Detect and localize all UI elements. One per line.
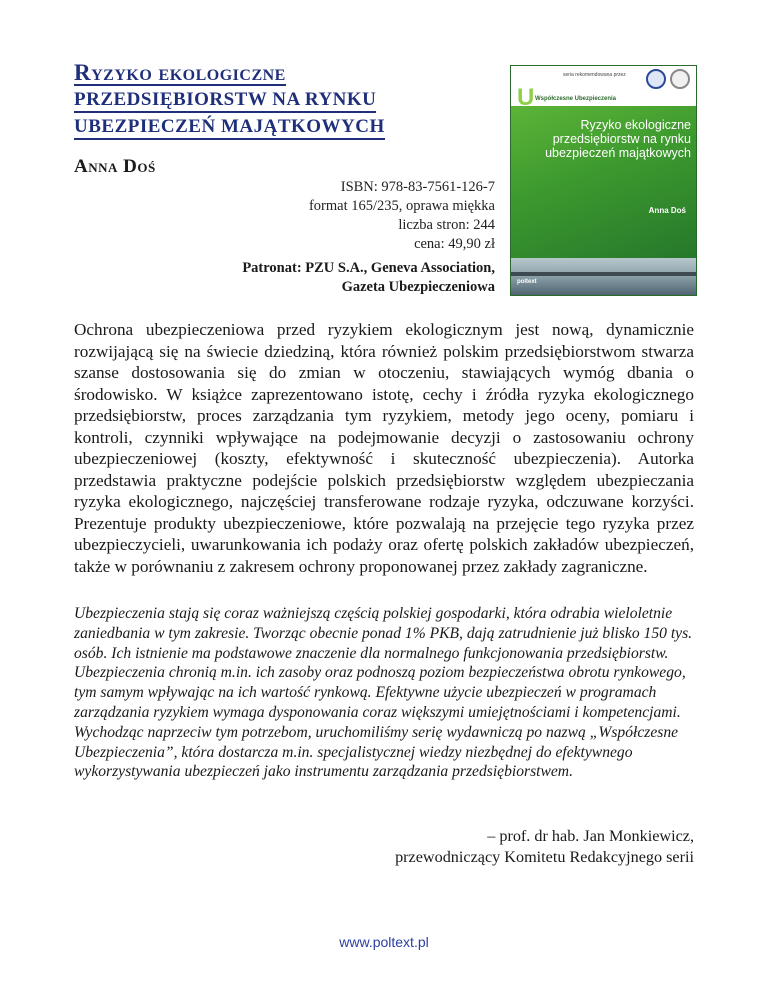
series-seal-icon	[646, 69, 666, 89]
quote-signature	[395, 826, 694, 867]
cover-header	[511, 66, 696, 94]
price: cena: 49,90 zł	[414, 236, 495, 252]
publisher-website-link[interactable]: www.poltext.pl	[339, 934, 429, 950]
book-cover-image	[511, 66, 696, 295]
author-name: Anna Doś	[74, 156, 156, 177]
cover-author: Anna Doś	[648, 206, 686, 215]
signature-role: przewodniczący Komitetu Redakcyjnego serii	[395, 847, 694, 866]
association-seal-icon	[670, 69, 690, 89]
page-count: liczba stron: 244	[398, 217, 495, 233]
book-metadata	[309, 178, 495, 254]
book-title	[74, 62, 494, 143]
patronage	[242, 259, 495, 297]
format: format 165/235, oprawa miękka	[308, 198, 495, 214]
series-logo-icon: U	[517, 84, 535, 111]
patron-line-2: Gazeta Ubezpieczeniowa	[341, 279, 495, 295]
series-quote: Ubezpieczenia stają się coraz ważniejszą częścią polskiej gospodarki, która odrabia wieloletnie zaniedbania w tym zakresie. Tworząc obecnie ponad 1% PKB, dają zatrudnienie już blisko 150 tys. osób. Ich istnienie ma podstawowe znaczenie dla normalnego funkcjonowania przedsiębiorstw. Ubezpieczenia chronią m.in. ich zasoby oraz podnoszą poziom bezpieczeństwa obrotu rynkowego, tym samym wpływając na ich wartość rynkową. Efektywne użycie ubezpieczeń w programach zarządzania ryzykiem wymaga dysponowania coraz większymi umiejętnościami i kompetencjami. Wychodząc naprzeciw tym potrzebom, uruchomiliśmy serię wydawniczą po nazwą „Współczesne Ubezpieczenia”, która dostarcza m.in. specjalistycznej wiedzy niezbędnej do efektywnego wykorzystywania ubezpieczeń jako instrumentu zarządzania przedsiębiorstwem.	[74, 605, 693, 781]
cover-pier-shape	[511, 272, 696, 276]
cover-publisher-logo: poltext	[517, 279, 537, 285]
title-line-2: PRZEDSIĘBIORSTW NA RYNKU	[74, 89, 376, 113]
title-line-1: Ryzyko ekologiczne	[74, 60, 286, 85]
book-description: Ochrona ubezpieczeniowa przed ryzykiem ekologicznym jest nową, dynamicznie rozwijającą się na świecie dziedziną, która również polskim przedsiębiorstwom stwarza szanse dostosowania się do zmian w otoczeniu, stawiających wymóg dbania o środowisko. W książce zaprezentowano istotę, cechy i źródła ryzyka ekologicznego przedsiębiorstw, proces zarządzania tym ryzykiem, metody jego oceny, pomiaru i kontroli, czynniki wpływające na podejmowanie decyzji o zastosowaniu ochrony ubezpieczeniowej (koszty, efektywność i skuteczność ubezpieczenia). Autorka przedstawia praktyczne podejście polskich przedsiębiorstw względem ubezpieczania ryzyka ekologicznego, najczęściej transferowane rodzaje ryzyka, odczuwane korzyści. Prezentuje produkty ubezpieczeniowe, które pozwalają na przejęcie tego ryzyka przez ubezpieczycieli, uwarunkowania ich podaży oraz ofertę polskich zakładów ubezpieczeń, także w porównaniu z zakresem ochrony proponowanej przez zakłady zagraniczne.	[74, 320, 694, 576]
title-line-3: UBEZPIECZEŃ MAJĄTKOWYCH	[74, 116, 385, 140]
signature-name: – prof. dr hab. Jan Monkiewicz,	[487, 827, 694, 845]
cover-photo	[511, 258, 696, 295]
cover-series-name: Współczesne Ubezpieczenia	[535, 96, 617, 102]
cover-title: Ryzyko ekologiczne przedsiębiorstw na rynku ubezpieczeń majątkowych	[545, 118, 691, 160]
patron-line-1: Patronat: PZU S.A., Geneva Association,	[242, 260, 495, 276]
isbn: ISBN: 978-83-7561-126-7	[340, 179, 495, 195]
cover-series-label: seria rekomendowana przez	[563, 72, 626, 78]
